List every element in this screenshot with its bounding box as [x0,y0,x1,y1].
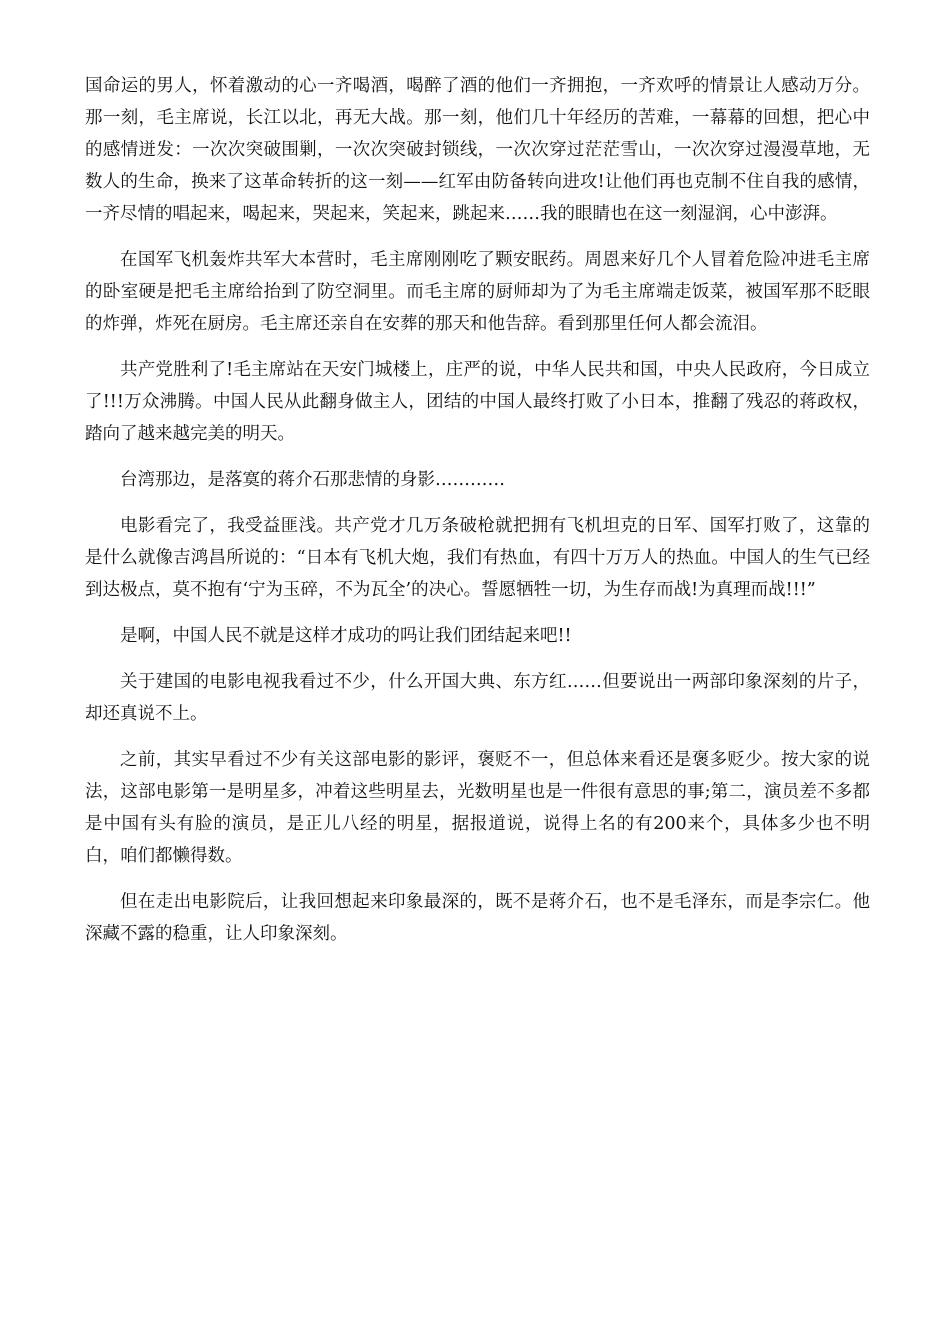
paragraph-1: 国命运的男人，怀着激动的心一齐喝酒，喝醉了酒的他们一齐拥抱，一齐欢呼的情景让人感动万分。那一刻，毛主席说，长江以北，再无大战。那一刻，他们几十年经历的苦难，一幕幕的回想，把心中的感情迸发：一次次突破围剿，一次次突破封锁线，一次次穿过茫茫雪山，一次次穿过漫漫草地，无数人的生命，换来了这革命转折的这一刻——红军由防备转向进攻!让他们再也克制不住自我的感情，一齐尽情的唱起来，喝起来，哭起来，笑起来，跳起来……我的眼睛也在这一刻湿润，心中澎湃。 [85,76,870,224]
paragraph-9: 但在走出电影院后，让我回想起来印象最深的，既不是蒋介石，也不是毛泽东，而是李宗仁。他深藏不露的稳重，让人印象深刻。 [85,892,870,944]
document-page [85,70,870,964]
paragraph-8: 之前，其实早看过不少有关这部电影的影评，褒贬不一，但总体来看还是褒多贬少。按大家的说法，这部电影第一是明星多，冲着这些明星去，光数明星也是一件很有意思的事;第二，演员差不多都是中国有头有脸的演员，是正儿八经的明星，据报道说，说得上名的有200来个，具体多少也不明白，咱们都懒得数。 [85,750,870,866]
paragraph-7: 关于建国的电影电视我看过不少，什么开国大典、东方红……但要说出一两部印象深刻的片子，却还真说不上。 [85,672,870,724]
paragraph-2: 在国军飞机轰炸共军大本营时，毛主席刚刚吃了颗安眠药。周恩来好几个人冒着危险冲进毛主席的卧室硬是把毛主席给抬到了防空洞里。而毛主席的厨师却为了为毛主席端走饭菜，被国军那不眨眼的炸弹，炸死在厨房。毛主席还亲自在安葬的那天和他告辞。看到那里任何人都会流泪。 [85,250,870,334]
paragraph-3: 共产党胜利了!毛主席站在天安门城楼上，庄严的说，中华人民共和国，中央人民政府，今日成立了!!!万众沸腾。中国人民从此翻身做主人，团结的中国人最终打败了小日本，推翻了残忍的蒋政权，踏向了越来越完美的明天。 [85,360,870,444]
paragraph-5: 电影看完了，我受益匪浅。共产党才几万条破枪就把拥有飞机坦克的日军、国军打败了，这靠的是什么就像吉鸿昌所说的：“日本有飞机大炮，我们有热血，有四十万万人的热血。中国人的生气已经到达极点，莫不抱有‘宁为玉碎，不为瓦全’的决心。誓愿牺牲一切，为生存而战!为真理而战!!!” [85,516,870,600]
paragraph-6: 是啊，中国人民不就是这样才成功的吗让我们团结起来吧!! [120,626,572,646]
paragraph-4: 台湾那边，是落寞的蒋介石那悲情的身影………… [120,470,505,490]
